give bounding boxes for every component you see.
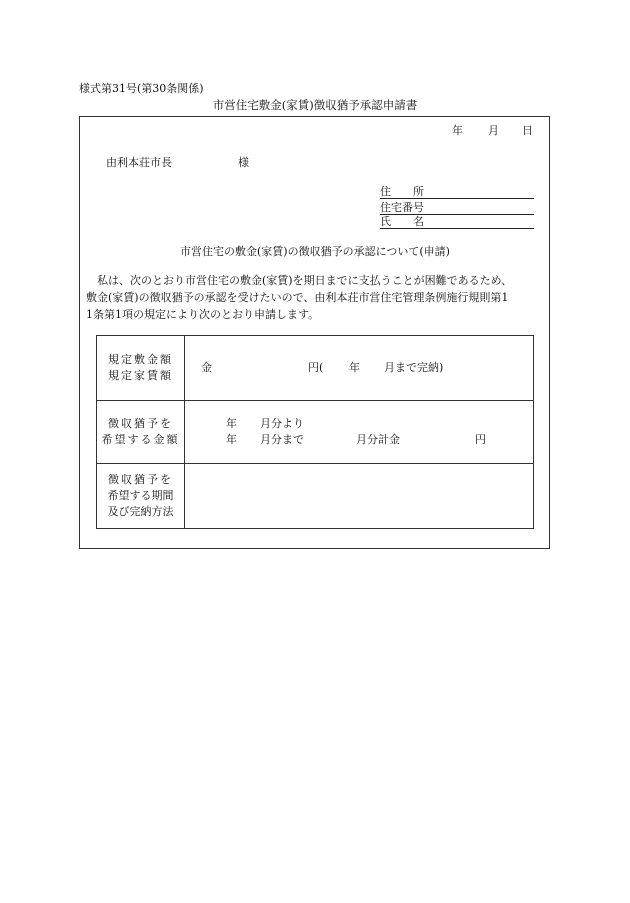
amount-label-line-2: 希望する金額 bbox=[101, 433, 180, 446]
applicant-address-label: 住 所 bbox=[380, 184, 424, 198]
deposit-yen-text: 円( bbox=[308, 361, 324, 374]
amount-value-cell[interactable] bbox=[185, 401, 534, 464]
table-row-period bbox=[97, 464, 534, 529]
form-number: 様式第31号(第30条関係) bbox=[79, 82, 204, 95]
applicant-address-field[interactable] bbox=[380, 184, 534, 199]
date-month-label: 月 bbox=[488, 124, 499, 137]
date-day-label: 日 bbox=[522, 124, 533, 137]
document-title: 市営住宅敷金(家賃)徴収猶予承認申請書 bbox=[212, 98, 418, 112]
deposit-label: 規定敷金額 bbox=[108, 353, 173, 366]
body-line-1: 私は、次のとおり市営住宅の敷金(家賃)を期日までに支払うことが困難であるため、 bbox=[97, 274, 513, 287]
amount-yen-text: 円 bbox=[475, 433, 486, 446]
period-label-line-2: 希望する期間 bbox=[107, 489, 174, 502]
amount-label-cell bbox=[97, 401, 185, 464]
amount-until-year-text: 年 bbox=[226, 433, 237, 446]
period-label-cell bbox=[97, 464, 185, 529]
table-row-deposit bbox=[97, 336, 534, 401]
applicant-name-field[interactable] bbox=[380, 214, 534, 229]
applicant-name-label: 氏 名 bbox=[380, 214, 424, 228]
body-line-3: 1条第1項の規定により次のとおり申請します。 bbox=[86, 308, 320, 321]
period-value-cell[interactable] bbox=[185, 464, 534, 529]
deposit-label-cell bbox=[97, 336, 185, 401]
detail-table bbox=[96, 335, 534, 529]
applicant-housing-number-label: 住宅番号 bbox=[380, 200, 424, 214]
subject-line: 市営住宅の敷金(家賃)の徴収猶予の承認について(申請) bbox=[180, 245, 450, 258]
date-year-label: 年 bbox=[452, 124, 463, 137]
addressee-name: 由利本荘市長 bbox=[106, 156, 172, 169]
rent-label: 規定家賃額 bbox=[108, 369, 173, 382]
applicant-housing-number-field[interactable] bbox=[380, 200, 534, 215]
deposit-year-text: 年 bbox=[349, 361, 360, 374]
amount-from-text: 月分より bbox=[260, 417, 304, 430]
deposit-value-cell[interactable] bbox=[185, 336, 534, 401]
body-paragraph bbox=[86, 272, 546, 323]
table-row-amount bbox=[97, 401, 534, 464]
deposit-paid-text: 月まで完納) bbox=[384, 361, 444, 374]
amount-total-text: 月分計金 bbox=[356, 433, 400, 446]
amount-label-line-1: 徴収猶予を bbox=[108, 417, 173, 430]
amount-until-text: 月分まで bbox=[260, 433, 304, 446]
amount-from-year-text: 年 bbox=[226, 417, 237, 430]
deposit-kin-text: 金 bbox=[201, 361, 212, 374]
addressee-honorific: 様 bbox=[238, 156, 249, 169]
period-label-line-3: 及び完納方法 bbox=[107, 505, 174, 518]
body-line-2: 敷金(家賃)の徴収猶予の承認を受けたいので、由利本荘市営住宅管理条例施行規則第1 bbox=[86, 291, 509, 304]
period-label-line-1: 徴収猶予を bbox=[108, 473, 173, 486]
